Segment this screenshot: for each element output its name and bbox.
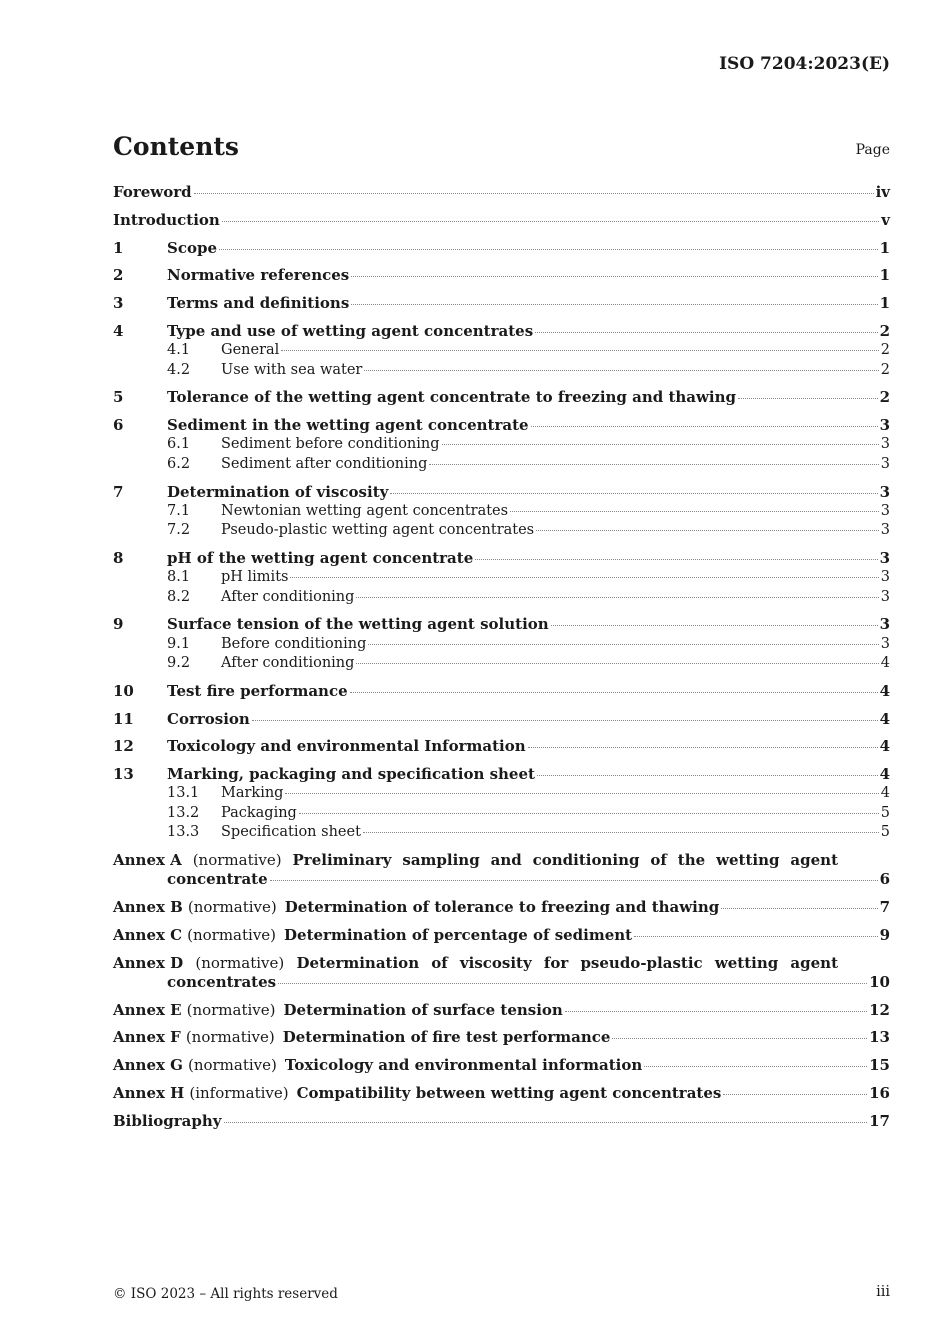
subclause-title[interactable]: Marking (221, 785, 284, 802)
subclause-title[interactable]: Packaging (221, 804, 297, 821)
clause-title[interactable]: Corrosion (167, 709, 250, 728)
annex-page: 7 (879, 897, 890, 916)
clause-title[interactable]: Terms and definitions (167, 294, 350, 313)
toc-subentry[interactable] (113, 784, 890, 803)
annex-title-word[interactable]: of (431, 953, 448, 972)
subclause-page: 4 (880, 654, 890, 671)
contents-heading: Contents (113, 132, 240, 161)
toc-page: v (881, 210, 890, 229)
toc-entry-clause[interactable] (113, 737, 890, 756)
toc-subentry[interactable] (113, 654, 890, 673)
toc-subentry[interactable] (113, 341, 890, 360)
annex-page: 12 (869, 1000, 890, 1019)
annex-title-word[interactable]: and (490, 850, 522, 869)
annex-label: Annex F (113, 1028, 181, 1047)
annex-type: (normative) (187, 897, 277, 916)
subclause-number: 13.2 (167, 804, 200, 821)
toc-subentry[interactable] (113, 455, 890, 474)
toc-entry-clause[interactable] (113, 239, 890, 258)
dot-leader (510, 511, 879, 512)
subclause-title[interactable]: Specification sheet (221, 824, 361, 841)
annex-type: (normative) (186, 1000, 276, 1019)
subclause-title[interactable]: Newtonian wetting agent concentrates (221, 502, 509, 519)
dot-leader (612, 1038, 867, 1039)
clause-number: 9 (113, 615, 124, 634)
dot-leader (224, 1122, 868, 1123)
subclause-number: 13.3 (167, 824, 200, 841)
subclause-number: 7.2 (167, 522, 191, 539)
annex-page: 13 (869, 1028, 890, 1047)
subclause-page: 3 (880, 569, 890, 586)
clause-number: 5 (113, 388, 124, 407)
toc-subentry[interactable] (113, 635, 890, 654)
clause-page: 3 (879, 615, 890, 634)
subclause-page: 3 (880, 522, 890, 539)
toc-entry-clause[interactable] (113, 765, 890, 842)
clause-number: 8 (113, 548, 124, 567)
dot-leader (644, 1066, 867, 1067)
dot-leader (721, 908, 877, 909)
toc-entry-clause[interactable] (113, 549, 890, 607)
dot-leader (368, 644, 878, 645)
page-number: iii (876, 1284, 890, 1300)
subclause-page: 2 (880, 361, 890, 378)
dot-leader (531, 426, 878, 427)
annex-title-word[interactable]: wetting (716, 850, 780, 869)
dot-leader (356, 663, 878, 664)
dot-leader (194, 193, 874, 194)
toc-entry-clause[interactable] (113, 483, 890, 541)
dot-leader (299, 813, 879, 814)
toc-subentry[interactable] (113, 502, 890, 521)
subclause-number: 8.1 (167, 569, 191, 586)
annex-title-word[interactable]: Determination (296, 953, 420, 972)
clause-title[interactable]: Scope (167, 238, 218, 257)
subclause-title[interactable]: Use with sea water (221, 361, 363, 378)
dot-leader (350, 692, 878, 693)
subclause-number: 7.1 (167, 502, 191, 519)
annex-type: (normative) (187, 925, 277, 944)
annex-label: Annex A (113, 850, 182, 869)
annex-title-word[interactable]: the (677, 850, 706, 869)
dot-leader (278, 983, 867, 984)
subclause-title[interactable]: Before conditioning (221, 635, 367, 652)
toc-page: 17 (869, 1111, 890, 1130)
subclause-title[interactable]: After conditioning (221, 654, 355, 671)
subclause-title[interactable]: Pseudo-plastic wetting agent concentrates (221, 522, 535, 539)
clause-page: 3 (879, 416, 890, 435)
clause-title[interactable]: Normative references (167, 266, 350, 285)
annex-title-word[interactable]: agent (790, 953, 838, 972)
toc-title[interactable]: Foreword (113, 183, 192, 201)
annex-label: Annex B (113, 897, 183, 916)
annex-title[interactable]: Determination of surface tension (283, 1000, 563, 1019)
dot-leader (536, 530, 879, 531)
annex-title-word[interactable]: conditioning (532, 850, 640, 869)
subclause-page: 3 (880, 436, 890, 453)
clause-number: 2 (113, 266, 124, 285)
clause-page: 1 (879, 266, 890, 285)
subclause-number: 6.1 (167, 436, 191, 453)
annex-type: (normative) (185, 1028, 275, 1047)
clause-page: 4 (879, 765, 890, 784)
subclause-number: 8.2 (167, 588, 191, 605)
toc-entry-annex[interactable] (113, 926, 890, 945)
clause-page: 4 (879, 709, 890, 728)
table-of-contents (113, 183, 890, 1140)
subclause-title[interactable]: Sediment before conditioning (221, 436, 440, 453)
annex-type: (normative) (187, 1056, 277, 1075)
clause-page: 2 (879, 321, 890, 340)
clause-page: 1 (879, 238, 890, 257)
annex-title[interactable]: Compatibility between wetting agent concentrates (296, 1083, 722, 1102)
dot-leader (285, 793, 878, 794)
dot-leader (270, 880, 878, 881)
clause-title[interactable]: Toxicology and environmental Information (167, 737, 526, 756)
dot-leader (219, 249, 878, 250)
dot-leader (222, 221, 879, 222)
subclause-title[interactable]: General (221, 342, 280, 359)
annex-page: 10 (869, 972, 890, 991)
toc-entry-annex[interactable] (113, 1056, 890, 1075)
subclause-page: 3 (880, 588, 890, 605)
annex-label: Annex D (113, 953, 184, 972)
clause-number: 3 (113, 294, 124, 313)
clause-number: 11 (113, 709, 134, 728)
toc-title[interactable]: Bibliography (113, 1111, 222, 1130)
toc-entry-clause[interactable] (113, 615, 890, 673)
annex-title-word[interactable]: wetting (714, 953, 779, 972)
clause-number: 10 (113, 681, 134, 700)
annex-title-word[interactable]: agent (790, 850, 838, 869)
toc-entry-clause[interactable] (113, 294, 890, 313)
toc-entry-annex[interactable] (113, 851, 890, 890)
subclause-number: 6.2 (167, 455, 191, 472)
toc-subentry[interactable] (113, 568, 890, 587)
toc-entry-clause[interactable] (113, 266, 890, 285)
clause-page: 4 (879, 737, 890, 756)
dot-leader (738, 398, 878, 399)
subclause-title[interactable]: Sediment after conditioning (221, 455, 428, 472)
clause-title[interactable]: Determination of viscosity (167, 482, 389, 501)
dot-leader (356, 597, 878, 598)
annex-title-word[interactable]: Preliminary (292, 850, 392, 869)
annex-label: Annex G (113, 1056, 183, 1075)
annex-full-title (113, 889, 114, 890)
annex-type: (normative) (195, 953, 285, 972)
toc-title[interactable]: Introduction (113, 210, 220, 229)
toc-entry-clause[interactable] (113, 682, 890, 701)
annex-label: Annex E (113, 1000, 182, 1019)
dot-leader (723, 1094, 867, 1095)
toc-subentry[interactable] (113, 804, 890, 823)
annex-label: Annex H (113, 1083, 185, 1102)
dot-leader (363, 832, 879, 833)
toc-entry-annex[interactable] (113, 898, 890, 917)
dot-leader (351, 276, 877, 277)
page-column-label: Page (855, 142, 890, 158)
annex-label: Annex C (113, 925, 183, 944)
dot-leader (442, 444, 879, 445)
toc-subentry[interactable] (113, 823, 890, 842)
subclause-page: 2 (880, 342, 890, 359)
dot-leader (528, 747, 878, 748)
annex-title-word[interactable]: sampling (402, 850, 480, 869)
annex-page: 9 (879, 925, 890, 944)
clause-title[interactable]: Test fire performance (167, 681, 348, 700)
dot-leader (390, 493, 877, 494)
clause-title[interactable]: Sediment in the wetting agent concentrate (167, 416, 529, 435)
clause-page: 3 (879, 482, 890, 501)
annex-title-word[interactable]: pseudo-plastic (580, 953, 703, 972)
toc-subentry[interactable] (113, 521, 890, 540)
toc-subentry[interactable] (113, 361, 890, 380)
dot-leader (364, 370, 878, 371)
annex-title[interactable]: Determination of percentage of sediment (284, 925, 633, 944)
clause-title[interactable]: Marking, packaging and specification sheet (167, 765, 535, 784)
subclause-page: 3 (880, 502, 890, 519)
toc-entry-introduction[interactable] (113, 211, 890, 230)
toc-entry-annex[interactable] (113, 1001, 890, 1020)
subclause-page: 5 (880, 804, 890, 821)
subclause-title[interactable]: After conditioning (221, 588, 355, 605)
dot-leader (429, 464, 878, 465)
annex-title-word[interactable]: viscosity (459, 953, 532, 972)
annex-full-title (113, 992, 114, 993)
clause-number: 13 (113, 765, 134, 784)
dot-leader (290, 577, 878, 578)
annex-page: 16 (869, 1083, 890, 1102)
clause-title[interactable]: pH of the wetting agent concentrate (167, 548, 474, 567)
annex-type: (informative) (189, 1083, 289, 1102)
dot-leader (475, 559, 877, 560)
toc-entry-clause[interactable] (113, 710, 890, 729)
annex-page: 15 (869, 1056, 890, 1075)
annex-title-word[interactable]: for (543, 953, 569, 972)
clause-page: 2 (879, 388, 890, 407)
subclause-number: 4.1 (167, 342, 191, 359)
dot-leader (535, 332, 877, 333)
clause-number: 1 (113, 238, 124, 257)
clause-title[interactable]: Tolerance of the wetting agent concentrate to freezing and thawing (167, 388, 737, 407)
clause-number: 6 (113, 416, 124, 435)
annex-title-cont[interactable]: concentrate (167, 870, 268, 889)
toc-entry-foreword[interactable] (113, 183, 890, 202)
dot-leader (281, 350, 878, 351)
clause-number: 7 (113, 482, 124, 501)
annex-page: 6 (879, 870, 890, 889)
dot-leader (634, 936, 877, 937)
annex-title-word[interactable]: of (650, 850, 667, 869)
dot-leader (565, 1011, 867, 1012)
dot-leader (351, 304, 877, 305)
toc-entry-clause[interactable] (113, 388, 890, 407)
toc-entry-annex[interactable] (113, 1028, 890, 1047)
toc-entry-clause[interactable] (113, 322, 890, 380)
clause-page: 1 (879, 294, 890, 313)
copyright-notice: © ISO 2023 – All rights reserved (113, 1286, 338, 1302)
toc-subentry[interactable] (113, 588, 890, 607)
annex-title[interactable]: Determination of fire test performance (282, 1028, 611, 1047)
annex-type: (normative) (192, 850, 282, 869)
toc-subentry[interactable] (113, 435, 890, 454)
subclause-number: 13.1 (167, 785, 200, 802)
subclause-page: 5 (880, 824, 890, 841)
toc-page: iv (875, 183, 890, 201)
subclause-title[interactable]: pH limits (221, 569, 289, 586)
annex-title[interactable]: Toxicology and environmental information (284, 1056, 643, 1075)
dot-leader (551, 625, 878, 626)
clause-title[interactable]: Type and use of wetting agent concentrates (167, 321, 534, 340)
toc-entry-clause[interactable] (113, 416, 890, 474)
annex-title-cont[interactable]: concentrates (167, 972, 277, 991)
subclause-page: 3 (880, 455, 890, 472)
dot-leader (252, 720, 878, 721)
toc-entry-annex[interactable] (113, 954, 890, 993)
annex-title[interactable]: Determination of tolerance to freezing and thawing (284, 897, 720, 916)
dot-leader (537, 775, 878, 776)
document-id: ISO 7204:2023(E) (719, 54, 890, 74)
clause-page: 3 (879, 548, 890, 567)
toc-entry-annex[interactable] (113, 1084, 890, 1103)
clause-number: 4 (113, 321, 124, 340)
subclause-page: 3 (880, 635, 890, 652)
clause-title[interactable]: Surface tension of the wetting agent solution (167, 615, 549, 634)
clause-number: 12 (113, 737, 134, 756)
subclause-number: 9.2 (167, 654, 191, 671)
clause-page: 4 (879, 681, 890, 700)
subclause-number: 4.2 (167, 361, 191, 378)
subclause-page: 4 (880, 785, 890, 802)
subclause-number: 9.1 (167, 635, 191, 652)
toc-entry-bibliography[interactable] (113, 1112, 890, 1131)
